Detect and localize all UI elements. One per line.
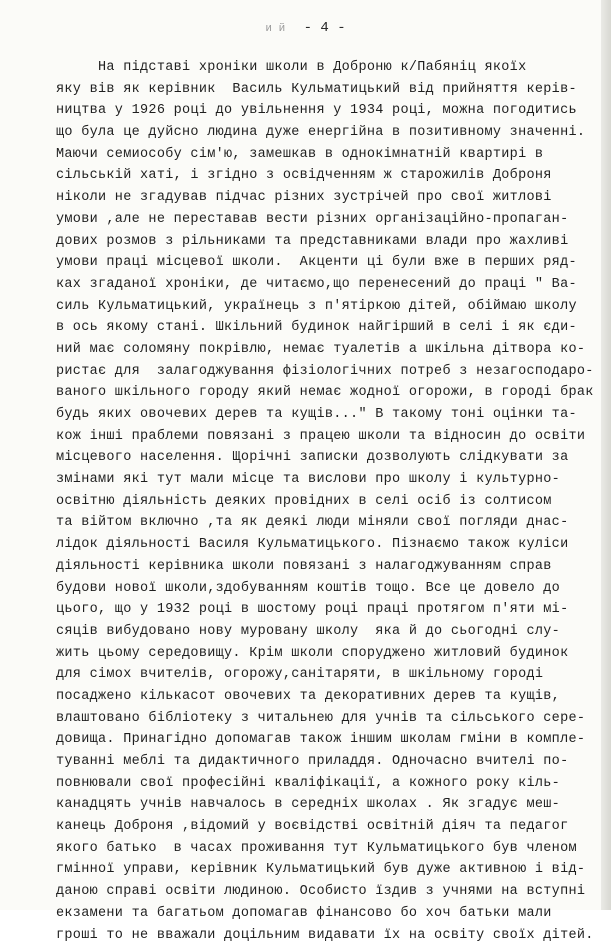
text-line: канадцять учнів навчалось в середніх школах . Як згадує меш- xyxy=(56,794,602,816)
text-line: місцевого населення. Щорічні записки дозволують слідкувати за xyxy=(56,447,602,469)
text-line: ваного шкільного городу який немає жодної огорожи, в городі брак xyxy=(56,382,602,404)
body-text xyxy=(56,57,602,946)
page-edge xyxy=(601,0,611,910)
text-line: ках згаданої хроніки, де читаємо,що перенесений до праці " Ва- xyxy=(56,274,602,296)
text-line: діяльності керівника школи повязані з налагоджуванням справ xyxy=(56,556,602,578)
text-line: дових розмов з рільниками та представниками влади про жахливі xyxy=(56,231,602,253)
text-line: сяців вибудовано нову муровану школу яка й до сьогодні слу- xyxy=(56,621,602,643)
text-line: силь Кульматицький, українець з п'ятіркою дітей, обіймаю школу xyxy=(56,296,602,318)
header-mark: и й xyxy=(265,23,285,35)
page-header xyxy=(0,20,611,36)
text-line: та війтом включно ,та як деякі люди міняли свої погляди днас- xyxy=(56,512,602,534)
text-line: в ось якому стані. Шкільний будинок найгірший в селі і як єди- xyxy=(56,317,602,339)
text-line: ніколи не згадував підчас різних зустрічей про свої житлові xyxy=(56,187,602,209)
text-line: посаджено кількасот овочевих та декоративних дерев та кущів, xyxy=(56,686,602,708)
text-line: влаштовано бібліотеку з читальнею для учнів та сільського сере- xyxy=(56,708,602,730)
text-line: ристає для залагоджування фізіологічних потреб з незагосподаро- xyxy=(56,361,602,383)
text-line: гмінної управи, керівник Кульматицький був дуже активною і від- xyxy=(56,859,602,881)
text-line: умови праці місцевої школи. Акценти ці були вже в перших ряд- xyxy=(56,252,602,274)
text-line: ництва у 1926 році до увільнення у 1934 році, можна погодитись xyxy=(56,100,602,122)
text-line: яку вів як керівник Василь Кульматицький від прийняття керів- xyxy=(56,79,602,101)
text-line: кож інші праблеми повязані з працею школи та відносин до освіти xyxy=(56,426,602,448)
text-line: умови ,але не переставав вести різних організаційно-пропаган- xyxy=(56,209,602,231)
text-line: лідок діяльності Василя Кульматицького. Пізнаємо також куліси xyxy=(56,534,602,556)
text-line: що була це дуйсно людина дуже енергійна в позитивному значенні. xyxy=(56,122,602,144)
text-line: туванні меблі та дидактичного приладдя. Одночасно вчителі по- xyxy=(56,751,602,773)
text-line: будь яких овочевих дерев та кущів..." В такому тоні оцінки та- xyxy=(56,404,602,426)
text-line: цього, що у 1932 році в шостому році праці протягом п'яти мі- xyxy=(56,599,602,621)
text-line: якого батько в часах проживання тут Кульматицького був членом xyxy=(56,838,602,860)
text-line: сільській хаті, і згідно з освідченням ж старожилів Доброня xyxy=(56,165,602,187)
text-line: змінами які тут мали місце та вислови про школу і культурно- xyxy=(56,469,602,491)
text-line: жить цьому середовищу. Крім школи споруджено житловий будинок xyxy=(56,643,602,665)
text-line: для сімох вчителів, огорожу,санітаряти, в шкільному городі xyxy=(56,664,602,686)
text-line: довища. Принагідно допомагав також іншим школам гміни в компле- xyxy=(56,729,602,751)
text-line: На підставі хроніки школи в Доброню к/Пабяніц якоїх xyxy=(56,57,602,79)
text-line: даною справі освіти людиною. Особисто їздив з учнями на вступні xyxy=(56,881,602,903)
text-line: екзамени та багатьом допомагав фінансово бо хоч батьки мали xyxy=(56,903,602,925)
text-line: будови нової школи,здобуванням коштів тощо. Все це довело до xyxy=(56,578,602,600)
text-line: повнювали свої професійні кваліфікації, а кожного року кіль- xyxy=(56,773,602,795)
text-line: гроші то не вважали доцільним видавати їх на освіту своїх дітей. xyxy=(56,925,602,946)
text-line: Маючи семиособу сім'ю, замешкав в однокімнатній квартирі в xyxy=(56,144,602,166)
page-number: - 4 - xyxy=(304,20,346,36)
text-line: канець Доброня ,відомий у воєвідстві освітній діяч та педагог xyxy=(56,816,602,838)
text-line: ний має соломяну покрівлю, немає туалетів а шкільна дітвора ко- xyxy=(56,339,602,361)
text-line: освітню діяльність деяких провідних в селі осіб із солтисом xyxy=(56,491,602,513)
